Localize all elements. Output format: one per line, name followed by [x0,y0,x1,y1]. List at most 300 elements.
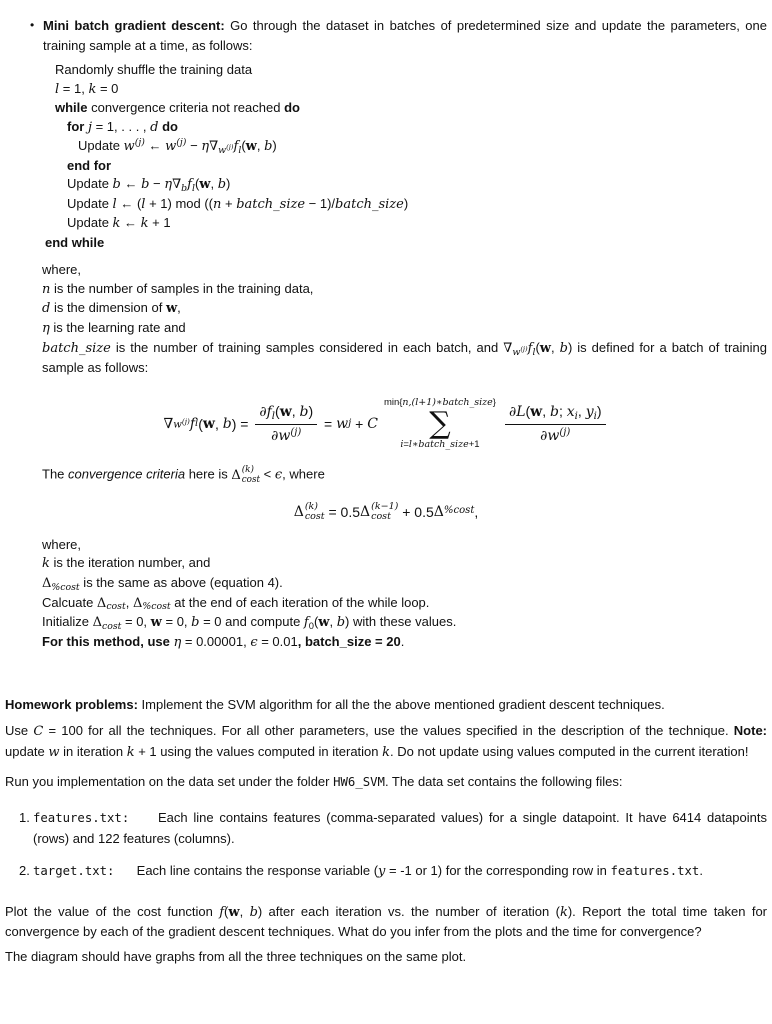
text-segment: Δ [42,575,52,591]
text-segment: = [320,416,337,433]
text-segment: = 1, . . . , [91,118,151,134]
code-update-k [67,214,767,234]
text-segment: n,(l+1)∗batch_size [402,397,493,409]
superscript [135,137,145,147]
text-segment: w [278,427,291,444]
text-segment: − [149,176,165,191]
text-segment: %cost [443,505,475,517]
text-segment: ∇ [503,340,513,356]
supsub-stack [294,502,325,522]
text-segment: f [187,177,192,192]
text-segment: Δ [360,504,371,521]
subscript [371,512,391,522]
diagram-paragraph [5,947,767,966]
text-segment: n [213,196,222,212]
item-target [19,861,767,881]
sum-lower-limit [400,439,479,451]
text-segment: Each line contains the response variable ( [136,863,379,879]
where-intro [42,261,767,280]
text-segment: (j) [226,143,234,152]
text-segment: i [574,410,578,422]
text-segment: w [150,615,162,631]
bullet-mini-batch [30,16,767,55]
text-segment: l [532,346,536,358]
text-segment: , [329,614,337,630]
text-segment: b [222,416,232,433]
text-segment: η [201,139,210,154]
text-segment: − [186,138,202,153]
text-segment: The diagram should have graphs from all the three techniques on the same plot. [5,949,467,965]
text-segment: , [577,402,586,419]
text-segment: (k−1) [371,500,399,512]
text-segment: f [303,615,309,631]
text-segment: l [191,182,195,194]
text-segment: convergence criteria not reached [91,100,285,115]
fraction-denominator [540,425,570,446]
text-segment: , [297,634,305,650]
item-features [19,808,767,848]
text-segment: l [141,196,146,212]
where-batch-size [42,339,767,377]
text-segment: w [279,403,292,420]
text-segment: batch_size = 20 [304,634,401,650]
text-segment: HW6_SVM [333,774,385,789]
subscript [305,512,325,522]
text-segment: + 1) mod (( [145,195,213,211]
list-item-number: 2. [19,863,30,879]
text-segment: ) with these values. [345,614,457,630]
list-item-number: 1. [19,810,30,826]
text-segment: ∂ [259,403,267,420]
text-segment: , [542,402,551,419]
text-segment: x [566,403,575,420]
text-segment: l [195,418,199,430]
text-segment: (j) [134,137,145,149]
fraction-denominator [271,425,301,446]
subscript [51,582,79,592]
text-segment: cost [304,510,325,522]
text-segment: here is [185,466,232,482]
text-segment: ) [226,176,231,191]
text-segment: + 1 using the values computed in iteration [134,743,383,759]
text-segment: is the same as above (equation 4). [79,574,283,590]
supsub-base [231,468,240,482]
text-segment: ← [120,176,142,191]
text-segment: Δ [92,615,102,631]
text-segment: l∗batch_size [408,439,469,451]
text-segment: b [181,182,188,194]
code-update-w [78,137,767,157]
text-segment: min{ [383,397,403,409]
sum-operator [384,397,496,451]
text-segment: l [112,196,117,212]
text-segment: is the dimension of [50,300,166,316]
text-segment: = 0.5 [324,503,360,520]
text-segment: C [367,416,378,433]
text-segment: where, [42,262,82,277]
text-segment: is the number of samples in the training data, [50,280,314,296]
where-d [42,299,767,319]
text-segment: Δ [96,595,107,611]
text-segment: w [218,144,227,156]
text-segment: w [199,177,211,192]
text-segment: f [233,139,239,154]
text-segment: ϵ [250,635,258,651]
text-segment: ∂L [508,403,526,420]
text-segment: ( [275,402,280,419]
text-segment: η [42,321,50,337]
text-segment: + [351,416,368,433]
text-segment: b [550,403,559,420]
text-segment: + 0.5 [398,503,434,520]
subscript [218,145,233,155]
text-segment: batch_size [335,196,404,212]
text-segment: ) is defined for a batch of training sample as follows: [42,339,767,375]
text-segment: ∇ [163,416,174,433]
text-segment: for [67,118,88,134]
text-segment: f [189,416,195,433]
text-segment: n [42,281,51,297]
text-segment: cost [101,621,122,633]
text-segment: ) [403,195,409,211]
text-segment: , [474,503,479,520]
text-segment: = 0.00001 [181,634,244,650]
supsub-base [360,504,370,519]
text-segment: y [378,864,386,880]
sigma-symbol: ∑ [429,406,451,442]
text-segment: b [249,904,258,920]
text-segment: Each line contains features (comma-separated values) for a single datapoint. It have 6414 datapoints (rows) and 122 features (columns). [33,810,767,846]
convergence-line [42,465,767,486]
text-segment: do [162,118,178,134]
document-content [5,16,767,967]
text-segment: = [403,439,409,451]
text-segment: k [42,556,50,572]
text-segment: f [219,904,225,920]
text-segment: w [539,340,551,356]
text-segment: w [512,346,521,358]
text-segment: w [530,403,543,420]
bullet-text [43,16,767,55]
list-item-text [33,861,767,881]
text-segment: . Do not update using values computed in the current iteration! [390,743,749,759]
text-segment: Plot the value of the cost function [5,903,220,919]
text-segment: k [126,744,135,760]
text-segment: w [336,416,349,433]
plot-paragraph [5,902,767,942]
text-segment: , where [282,466,325,482]
code-end-for [67,157,767,176]
text-segment: ( [313,614,319,630]
text-segment: k [88,81,97,97]
text-segment: Randomly shuffle the training data [55,62,253,77]
text-segment: b [141,177,150,192]
text-segment: . [699,863,703,879]
text-segment: Mini batch gradient descent: [43,18,231,33]
text-segment: For this method, use [42,634,174,650]
text-segment: ← [144,138,166,153]
text-segment: features.txt: [33,811,158,826]
text-segment: Update [78,138,124,153]
text-segment: (j) [181,416,190,426]
text-segment: w [123,139,135,154]
text-segment: i [593,410,597,422]
text-segment: l [238,144,242,156]
text-segment: ) [272,138,277,153]
text-segment: (k) [241,464,254,475]
text-segment: is the number of training samples considered in each batch, and [110,339,504,355]
equation-gradient [5,397,767,451]
text-segment: +1 [468,439,480,451]
text-segment: cost [241,475,261,486]
text-segment: ; [558,402,567,419]
text-segment: ) after each iteration vs. the number of iteration ( [257,903,560,919]
text-segment: w [245,139,257,154]
homework-problems [5,695,767,714]
text-segment: ). Report the total time taken for convergence by each of the gradient descent techniques. What do you infer from the plots and the time for convergence? [5,903,768,939]
text-segment: Δ [433,503,444,520]
where2-calcuate [42,594,767,614]
text-segment: Δ [293,504,304,521]
text-segment: , [214,416,223,433]
text-segment: b [336,615,346,631]
text-segment: i [400,439,404,451]
text-segment: = 0 and compute [199,614,304,630]
code-end-while [45,234,767,253]
text-segment: w [228,904,240,920]
text-segment: , [256,138,265,153]
text-segment: %cost [51,581,80,593]
text-segment: w [48,744,60,760]
subscript [173,418,190,431]
text-segment: %cost [142,601,171,613]
text-segment: ( [241,138,246,153]
where2-k [42,554,767,574]
supsub-column [371,502,398,522]
text-segment: ∇ [172,177,182,192]
where2-for-this-method [42,633,767,653]
text-segment: w [202,416,215,433]
code-update-b [67,175,767,195]
text-segment: update [5,743,49,759]
text-segment: ( [198,416,203,433]
text-segment: ( [535,339,540,355]
text-segment: in iteration [59,743,127,759]
where-eta [42,319,767,339]
text-segment: ϵ [274,467,283,483]
text-segment: } [492,397,496,409]
text-segment: k [559,904,568,920]
text-segment: Run you implementation on the data set under the folder [5,773,334,789]
text-segment: ← ( [116,195,142,211]
code-for [67,118,767,138]
text-segment: ( [194,176,200,191]
text-segment: Implement the SVM algorithm for all the the above mentioned gradient descent techniques. [141,696,665,712]
text-segment: Initialize [42,614,93,630]
text-segment: l [271,410,276,422]
subscript [106,601,125,611]
supsub-stack [360,502,398,522]
text-segment: w [318,615,330,631]
text-segment: cost [106,601,126,613]
text-segment: . [400,634,405,650]
text-segment: , [291,402,300,419]
text-segment: The [42,466,69,482]
fraction [255,403,317,446]
code-init-l-k [55,80,767,100]
text-segment: d [150,119,159,135]
superscript [182,417,190,426]
text-segment: + 1 [148,215,171,230]
text-segment: , [125,594,133,610]
superscript [226,144,233,151]
text-segment: (j) [520,345,528,354]
text-segment: Calcuate [42,594,97,610]
supsub-column [242,465,260,486]
text-segment: + [221,195,237,211]
fraction [505,403,606,446]
text-segment: η [173,635,182,651]
text-segment: , [177,300,181,316]
text-segment: is the iteration number, and [49,555,211,571]
list-item-text [33,808,767,848]
text-segment: while [55,100,92,115]
text-segment: , [551,339,560,355]
text-segment: end while [45,234,105,250]
text-segment: Go through the dataset in batches of predetermined size and update the parameters, one training sample at a time, as follows: [43,18,767,53]
text-segment: (j) [290,426,302,438]
text-segment: = 1, [59,80,89,96]
text-segment: ) [596,402,602,419]
text-segment: Δ [132,595,143,611]
text-segment: 0 [308,621,314,632]
supsub-column [305,502,325,522]
text-segment: k [140,216,149,231]
text-segment: end for [67,157,112,173]
superscript [290,427,301,438]
text-segment: b [299,403,309,420]
text-segment: ) = [231,416,253,433]
text-segment: , [210,176,218,191]
text-segment: ∂ [540,427,548,444]
text-segment: at the end of each iteration of the while loop. [170,594,430,610]
text-segment: f [266,403,272,420]
text-segment: ∂ [271,427,279,444]
text-segment: where, [42,536,82,552]
text-segment: w [173,419,182,431]
superscript [242,465,254,475]
text-segment: w [165,301,178,317]
text-segment: , [243,634,251,650]
subscript [512,347,527,357]
text-segment: Δ [231,468,241,484]
text-segment: Note: [733,723,768,739]
text-segment: batch_size [236,196,306,212]
text-segment: = 0 [96,80,119,96]
where2-delta-pcost [42,574,767,594]
code-while [55,99,767,118]
text-segment: (j) [176,137,187,149]
text-segment: batch_size [42,340,111,356]
text-segment: l [55,81,60,97]
text-segment: Homework problems: [5,696,142,712]
text-segment: Use [5,723,34,739]
bullet-icon: • [30,18,35,32]
text-segment: d [42,301,51,317]
text-segment: k [382,744,391,760]
text-segment: = 0, [161,614,192,630]
text-segment: ( [525,402,531,419]
text-segment: ∇ [209,139,219,154]
text-segment: b [191,615,200,631]
superscript [520,346,527,353]
text-segment: . The data set contains the following files: [384,773,623,789]
text-segment: do [284,100,300,115]
text-segment: b [559,340,568,356]
text-segment: Update [67,176,113,191]
text-segment: = 0, [121,614,151,630]
where2-initialize [42,613,767,633]
supsub-base [294,504,304,519]
superscript [559,427,570,438]
text-segment: ( [224,903,229,919]
text-segment: w [547,427,560,444]
text-segment: Update [67,195,113,211]
supsub-stack [231,465,260,486]
text-segment: ) [308,402,314,419]
text-segment: j [87,119,92,135]
fraction-numerator [255,403,317,425]
subscript [102,621,121,631]
text-segment: b [112,177,121,192]
text-segment: Update [67,215,113,230]
superscript [176,137,186,147]
text-segment: j [348,418,352,430]
text-segment: w [165,139,177,154]
text-segment: C [33,724,44,740]
text-segment: features.txt [610,864,700,879]
text-segment: = 100 for all the techniques. For all other parameters, use the values specified in the description of the technique. [43,723,734,739]
text-segment: (j) [559,426,571,438]
text-segment: (k) [304,500,319,512]
text-segment: ← [120,215,141,230]
code-update-l [67,195,767,215]
code-randomly-shuffle [55,61,767,80]
text-segment: η [164,177,173,192]
run-implementation [5,772,767,792]
text-segment: cost [371,510,391,522]
text-segment: = 0.01 [257,634,298,650]
fraction-numerator [505,403,606,425]
text-segment: b [264,139,273,154]
subscript [142,601,170,611]
text-segment: convergence criteria [68,466,186,482]
text-segment: b [217,177,227,192]
subscript [444,506,475,516]
use-c-paragraph [5,721,767,762]
text-segment: = -1 or 1) for the corresponding row in [385,863,611,879]
text-segment: f [527,340,533,356]
text-segment: is the learning rate and [49,320,186,336]
text-segment: target.txt: [33,864,137,879]
text-segment: − 1)/ [305,195,336,211]
text-segment: k [112,216,121,231]
text-segment: y [585,403,594,420]
equation-delta-cost [5,502,767,522]
subscript [242,475,260,485]
where2-intro [42,536,767,555]
text-segment: < [260,466,275,482]
